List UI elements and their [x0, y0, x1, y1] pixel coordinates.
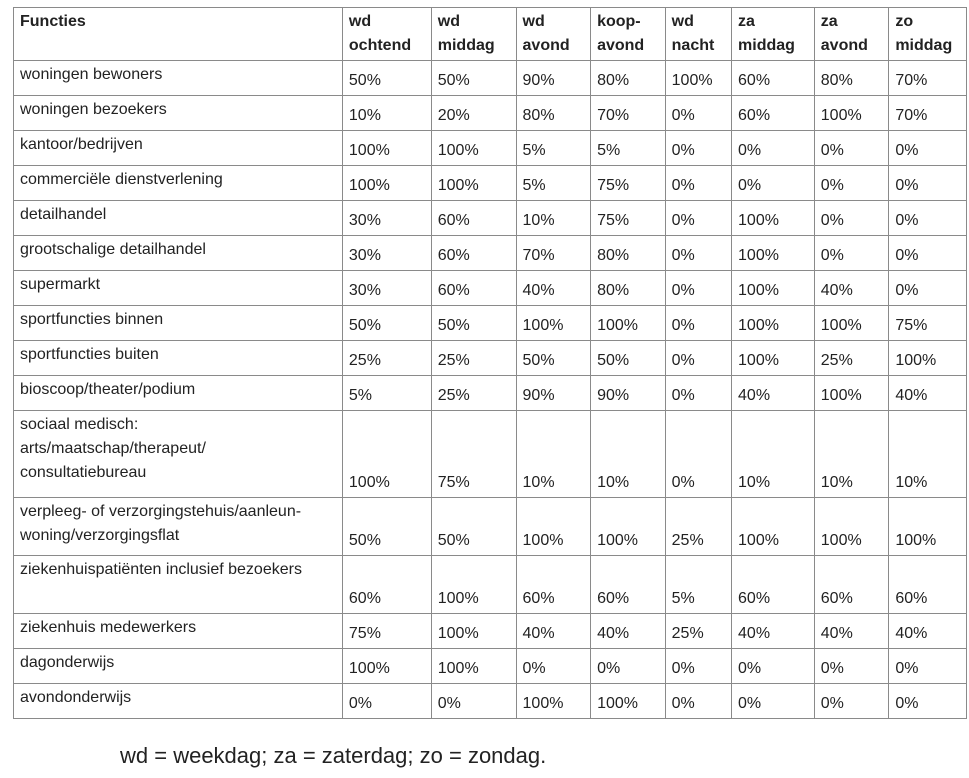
percentage-cell: 90%: [516, 376, 591, 411]
function-name-cell: [14, 376, 343, 411]
function-name-line: woningen bewoners: [20, 66, 163, 83]
percentage-cell: 100%: [342, 649, 431, 684]
percentage-cell: 100%: [591, 498, 666, 556]
percentage-cell: 60%: [342, 556, 431, 614]
percentage-cell: 80%: [591, 61, 666, 96]
function-name-line: sociaal medisch:: [20, 416, 139, 433]
percentage-cell: 0%: [732, 166, 815, 201]
percentage-cell: 30%: [342, 236, 431, 271]
percentage-cell: 25%: [431, 376, 516, 411]
percentage-cell: 100%: [431, 556, 516, 614]
percentage-cell: 0%: [431, 684, 516, 719]
percentage-cell: 0%: [814, 236, 889, 271]
percentage-cell: 0%: [732, 131, 815, 166]
percentage-cell: 5%: [665, 556, 731, 614]
percentage-cell: 60%: [889, 556, 967, 614]
percentage-cell: 100%: [591, 684, 666, 719]
function-name-line: detailhandel: [20, 206, 107, 223]
header-row: [14, 8, 967, 61]
percentage-cell: 50%: [342, 498, 431, 556]
percentage-cell: 75%: [591, 166, 666, 201]
column-header: [342, 8, 431, 61]
function-name-line: dagonderwijs: [20, 654, 115, 671]
percentage-cell: 60%: [431, 271, 516, 306]
percentage-cell: 100%: [814, 96, 889, 131]
header-text-line: avond: [820, 37, 868, 54]
header-text-line: avond: [597, 37, 645, 54]
percentage-cell: 40%: [889, 376, 967, 411]
percentage-cell: 100%: [342, 411, 431, 498]
percentage-cell: 40%: [516, 614, 591, 649]
percentage-cell: 100%: [732, 236, 815, 271]
percentage-cell: 10%: [732, 411, 815, 498]
percentage-cell: 0%: [814, 649, 889, 684]
percentage-cell: 75%: [591, 201, 666, 236]
function-name-cell: [14, 236, 343, 271]
header-text-line: middag: [437, 37, 495, 54]
table-row: [14, 376, 967, 411]
function-name-line: bioscoop/theater/podium: [20, 381, 196, 398]
percentage-cell: 10%: [342, 96, 431, 131]
table-row: [14, 556, 967, 614]
header-text-line: koop-: [597, 13, 641, 30]
percentage-cell: 40%: [814, 614, 889, 649]
function-name-line: ziekenhuispatiënten inclusief bezoekers: [20, 561, 302, 578]
table-row: [14, 271, 967, 306]
function-name-line: kantoor/bedrijven: [20, 136, 143, 153]
function-name-line: commerciële dienstverlening: [20, 171, 223, 188]
percentage-cell: 40%: [732, 376, 815, 411]
percentage-cell: 0%: [591, 649, 666, 684]
percentage-cell: 40%: [814, 271, 889, 306]
percentage-cell: 0%: [665, 131, 731, 166]
percentage-cell: 50%: [431, 498, 516, 556]
percentage-cell: 100%: [732, 498, 815, 556]
percentage-cell: 90%: [591, 376, 666, 411]
percentage-cell: 75%: [431, 411, 516, 498]
header-text-line: wd: [522, 13, 545, 30]
function-name-line: ziekenhuis medewerkers: [20, 619, 197, 636]
percentage-cell: 80%: [591, 271, 666, 306]
function-name-line: supermarkt: [20, 276, 101, 293]
table-row: [14, 411, 967, 498]
percentage-cell: 100%: [431, 166, 516, 201]
percentage-cell: 60%: [732, 96, 815, 131]
percentage-cell: 60%: [814, 556, 889, 614]
table-row: [14, 201, 967, 236]
percentage-cell: 60%: [732, 556, 815, 614]
percentage-cell: 5%: [516, 131, 591, 166]
percentage-cell: 60%: [732, 61, 815, 96]
header-text-line: avond: [522, 37, 570, 54]
percentage-cell: 50%: [342, 61, 431, 96]
percentage-cell: 40%: [732, 614, 815, 649]
percentage-cell: 0%: [665, 649, 731, 684]
percentage-cell: 40%: [591, 614, 666, 649]
percentage-cell: 0%: [665, 306, 731, 341]
function-name-cell: [14, 341, 343, 376]
percentage-cell: 0%: [732, 684, 815, 719]
column-header: [591, 8, 666, 61]
percentage-cell: 0%: [889, 166, 967, 201]
function-name-cell: [14, 166, 343, 201]
percentage-cell: 10%: [516, 411, 591, 498]
percentage-cell: 50%: [516, 341, 591, 376]
function-name-line: woningen bezoekers: [20, 101, 167, 118]
percentage-cell: 25%: [431, 341, 516, 376]
table-row: [14, 166, 967, 201]
percentage-cell: 60%: [516, 556, 591, 614]
table-row: [14, 131, 967, 166]
function-name-cell: [14, 498, 343, 556]
percentage-cell: 100%: [516, 684, 591, 719]
function-name-cell: [14, 201, 343, 236]
percentage-cell: 100%: [732, 271, 815, 306]
percentage-cell: 0%: [665, 684, 731, 719]
percentage-cell: 25%: [665, 614, 731, 649]
percentage-cell: 25%: [665, 498, 731, 556]
percentage-cell: 100%: [342, 166, 431, 201]
percentage-cell: 60%: [431, 236, 516, 271]
function-name-cell: [14, 556, 343, 614]
percentage-cell: 0%: [889, 236, 967, 271]
percentage-cell: 70%: [889, 61, 967, 96]
percentage-cell: 5%: [342, 376, 431, 411]
header-text-line: middag: [738, 37, 795, 54]
percentage-cell: 100%: [431, 614, 516, 649]
header-text-line: ochtend: [348, 37, 412, 54]
percentage-cell: 0%: [665, 96, 731, 131]
table-row: [14, 61, 967, 96]
percentage-cell: 100%: [732, 306, 815, 341]
percentage-cell: 100%: [732, 341, 815, 376]
percentage-cell: 100%: [516, 306, 591, 341]
percentage-cell: 80%: [516, 96, 591, 131]
table-row: [14, 341, 967, 376]
percentage-cell: 0%: [516, 649, 591, 684]
percentage-cell: 60%: [431, 201, 516, 236]
function-name-cell: [14, 131, 343, 166]
column-header-functies: [14, 8, 343, 61]
percentage-cell: 0%: [889, 131, 967, 166]
percentage-cell: 70%: [516, 236, 591, 271]
percentage-cell: 40%: [516, 271, 591, 306]
function-name-line: arts/maatschap/therapeut/: [20, 440, 206, 457]
function-name-cell: [14, 61, 343, 96]
header-text-line: middag: [895, 37, 953, 54]
percentage-cell: 10%: [814, 411, 889, 498]
percentage-cell: 100%: [889, 341, 967, 376]
percentage-cell: 0%: [342, 684, 431, 719]
table-row: [14, 306, 967, 341]
percentage-cell: 0%: [814, 131, 889, 166]
function-name-line: avondonderwijs: [20, 689, 132, 706]
column-header: [665, 8, 731, 61]
percentage-cell: 25%: [814, 341, 889, 376]
percentage-cell: 100%: [814, 306, 889, 341]
percentage-cell: 90%: [516, 61, 591, 96]
table-row: [14, 498, 967, 556]
header-text-line: Functies: [20, 13, 86, 30]
percentage-cell: 50%: [431, 306, 516, 341]
function-name-line: consultatiebureau: [20, 464, 147, 481]
percentage-cell: 10%: [889, 411, 967, 498]
table-row: [14, 236, 967, 271]
percentage-cell: 50%: [591, 341, 666, 376]
column-header: [431, 8, 516, 61]
percentage-cell: 0%: [814, 201, 889, 236]
percentage-cell: 80%: [814, 61, 889, 96]
function-name-cell: [14, 271, 343, 306]
percentage-cell: 100%: [814, 376, 889, 411]
percentage-cell: 60%: [591, 556, 666, 614]
header-text-line: wd: [348, 13, 372, 30]
header-text-line: wd: [671, 13, 694, 30]
table-row: [14, 614, 967, 649]
parking-norms-table: [13, 7, 967, 719]
table-row: [14, 96, 967, 131]
percentage-cell: 100%: [732, 201, 815, 236]
function-name-cell: [14, 684, 343, 719]
percentage-cell: 30%: [342, 201, 431, 236]
column-header: [814, 8, 889, 61]
column-header: [889, 8, 967, 61]
percentage-cell: 0%: [889, 271, 967, 306]
percentage-cell: 100%: [591, 306, 666, 341]
function-name-line: grootschalige detailhandel: [20, 241, 206, 258]
header-text-line: zo: [895, 13, 914, 30]
percentage-cell: 70%: [591, 96, 666, 131]
percentage-cell: 0%: [665, 236, 731, 271]
percentage-cell: 100%: [431, 649, 516, 684]
percentage-cell: 50%: [342, 306, 431, 341]
percentage-cell: 75%: [342, 614, 431, 649]
percentage-cell: 0%: [665, 201, 731, 236]
percentage-cell: 10%: [591, 411, 666, 498]
percentage-cell: 75%: [889, 306, 967, 341]
percentage-cell: 20%: [431, 96, 516, 131]
function-name-line: woning/verzorgingsflat: [20, 527, 180, 544]
percentage-cell: 50%: [431, 61, 516, 96]
percentage-cell: 10%: [516, 201, 591, 236]
percentage-cell: 0%: [889, 649, 967, 684]
function-name-cell: [14, 649, 343, 684]
percentage-cell: 25%: [342, 341, 431, 376]
percentage-cell: 0%: [665, 166, 731, 201]
percentage-cell: 5%: [516, 166, 591, 201]
percentage-cell: 100%: [665, 61, 731, 96]
percentage-cell: 0%: [889, 684, 967, 719]
percentage-cell: 100%: [814, 498, 889, 556]
percentage-cell: 5%: [591, 131, 666, 166]
percentage-cell: 80%: [591, 236, 666, 271]
column-header: [732, 8, 815, 61]
percentage-cell: 100%: [889, 498, 967, 556]
percentage-cell: 0%: [814, 684, 889, 719]
percentage-cell: 0%: [732, 649, 815, 684]
percentage-cell: 0%: [665, 341, 731, 376]
function-name-line: verpleeg- of verzorgingstehuis/aanleun-: [20, 503, 302, 520]
function-name-line: sportfuncties binnen: [20, 311, 164, 328]
header-text-line: za: [738, 13, 755, 30]
header-text-line: wd: [437, 13, 460, 30]
percentage-cell: 100%: [431, 131, 516, 166]
legend-note: wd = weekdag; za = zaterdag; zo = zondag.: [120, 743, 547, 768]
percentage-cell: 0%: [665, 376, 731, 411]
table-row: [14, 684, 967, 719]
function-name-cell: [14, 411, 343, 498]
function-name-cell: [14, 306, 343, 341]
percentage-cell: 100%: [342, 131, 431, 166]
table-row: [14, 649, 967, 684]
percentage-cell: 100%: [516, 498, 591, 556]
percentage-cell: 0%: [814, 166, 889, 201]
percentage-cell: 40%: [889, 614, 967, 649]
header-text-line: nacht: [671, 37, 715, 54]
function-name-line: sportfuncties buiten: [20, 346, 159, 363]
function-name-cell: [14, 614, 343, 649]
percentage-cell: 0%: [665, 271, 731, 306]
column-header: [516, 8, 591, 61]
percentage-cell: 70%: [889, 96, 967, 131]
percentage-cell: 30%: [342, 271, 431, 306]
percentage-cell: 0%: [665, 411, 731, 498]
percentage-cell: 0%: [889, 201, 967, 236]
function-name-cell: [14, 96, 343, 131]
header-text-line: za: [820, 13, 838, 30]
